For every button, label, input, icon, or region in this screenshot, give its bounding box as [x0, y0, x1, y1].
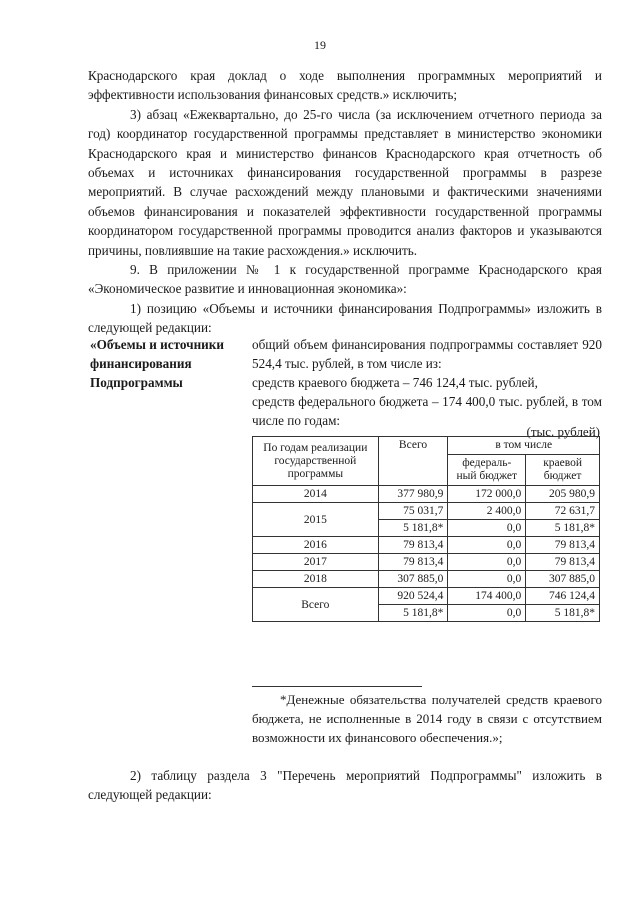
passport-line: общий объем финансирования подпрограммы составляет 920 524,4 тыс. рублей, в том числе из:: [252, 337, 602, 371]
footnote: *Денежные обязательства получателей средств краевого бюджета, не исполненные в 2014 году в связи с отсутствием возможности их финансового обеспечения.»;: [252, 692, 602, 745]
cell-year: 2017: [253, 554, 379, 571]
footnote-divider: [252, 686, 422, 687]
page-number: 19: [314, 38, 326, 52]
paragraph: 9. В приложении № 1 к государственной программе Краснодарского края «Экономическое развитие и инновационная экономика»:: [88, 262, 602, 297]
cell-year: 2018: [253, 571, 379, 588]
header-including: в том числе: [448, 437, 600, 455]
funding-table: [252, 436, 600, 622]
cell-regional: 5 181,8*: [526, 520, 600, 537]
cell-year: 2015: [253, 503, 379, 537]
cell-regional: 79 813,4: [526, 554, 600, 571]
table-row: [253, 503, 600, 520]
table-row: [253, 588, 600, 605]
table-row: [253, 486, 600, 503]
cell-total: 75 031,7: [378, 503, 448, 520]
table-row: [253, 571, 600, 588]
closing-paragraph: 2) таблицу раздела 3 "Перечень мероприятий Подпрограммы" изложить в следующей редакции:: [88, 768, 602, 803]
passport-label: «Объемы и источники финансирования Подпрограммы: [90, 337, 224, 390]
header-years: По годам реализации государственной программы: [253, 437, 379, 486]
cell-federal: 0,0: [448, 571, 526, 588]
cell-total: 920 524,4: [378, 588, 448, 605]
paragraph: 1) позицию «Объемы и источники финансирования Подпрограммы» изложить в следующей редакции:: [88, 300, 602, 336]
cell-total: 5 181,8*: [378, 605, 448, 622]
table-row: [253, 537, 600, 554]
cell-regional: 746 124,4: [526, 588, 600, 605]
cell-total: 377 980,9: [378, 486, 448, 503]
cell-regional: 205 980,9: [526, 486, 600, 503]
table-row: [253, 554, 600, 571]
cell-regional: 5 181,8*: [526, 605, 600, 622]
cell-total: 5 181,8*: [378, 520, 448, 537]
passport-line: средств федерального бюджета – 174 400,0 тыс. рублей, в том числе по годам:: [252, 394, 602, 428]
cell-federal: 0,0: [448, 554, 526, 571]
header-federal: федераль-ный бюджет: [448, 455, 526, 486]
paragraph: Краснодарского края доклад о ходе выполнения программных мероприятий и эффективности использования финансовых средств.» исключить;: [88, 68, 602, 103]
cell-regional: 72 631,7: [526, 503, 600, 520]
passport-line: средств краевого бюджета – 746 124,4 тыс. рублей,: [252, 375, 538, 390]
cell-total: 307 885,0: [378, 571, 448, 588]
cell-federal: 0,0: [448, 605, 526, 622]
cell-regional: 79 813,4: [526, 537, 600, 554]
passport-value: [252, 335, 602, 430]
body-text: [88, 66, 602, 338]
paragraph: 3) абзац «Ежеквартально, до 25-го числа (за исключением отчетного периода за год) координатор государственной программы представляет в министерство экономики Краснодарского края и министерство финансов Краснодарского края отчетность об объемах и источниках финансирования государственной программы в разрезе мероприятий. В случае расхождений между плановыми и фактическими значениями объемов финансирования и показателей эффективности государственной программы координатором государственной программы проводится анализ факторов и указываются причины, повлиявшие на такие расхождения.» исключить.: [88, 106, 602, 258]
cell-federal: 0,0: [448, 537, 526, 554]
header-total: Всего: [378, 437, 448, 486]
cell-federal: 0,0: [448, 520, 526, 537]
cell-year: Всего: [253, 588, 379, 622]
cell-total: 79 813,4: [378, 554, 448, 571]
cell-federal: 2 400,0: [448, 503, 526, 520]
cell-total: 79 813,4: [378, 537, 448, 554]
cell-year: 2014: [253, 486, 379, 503]
cell-federal: 172 000,0: [448, 486, 526, 503]
cell-federal: 174 400,0: [448, 588, 526, 605]
cell-regional: 307 885,0: [526, 571, 600, 588]
header-regional: краевой бюджет: [526, 455, 600, 486]
cell-year: 2016: [253, 537, 379, 554]
unit-note: (тыс. рублей): [526, 424, 600, 439]
